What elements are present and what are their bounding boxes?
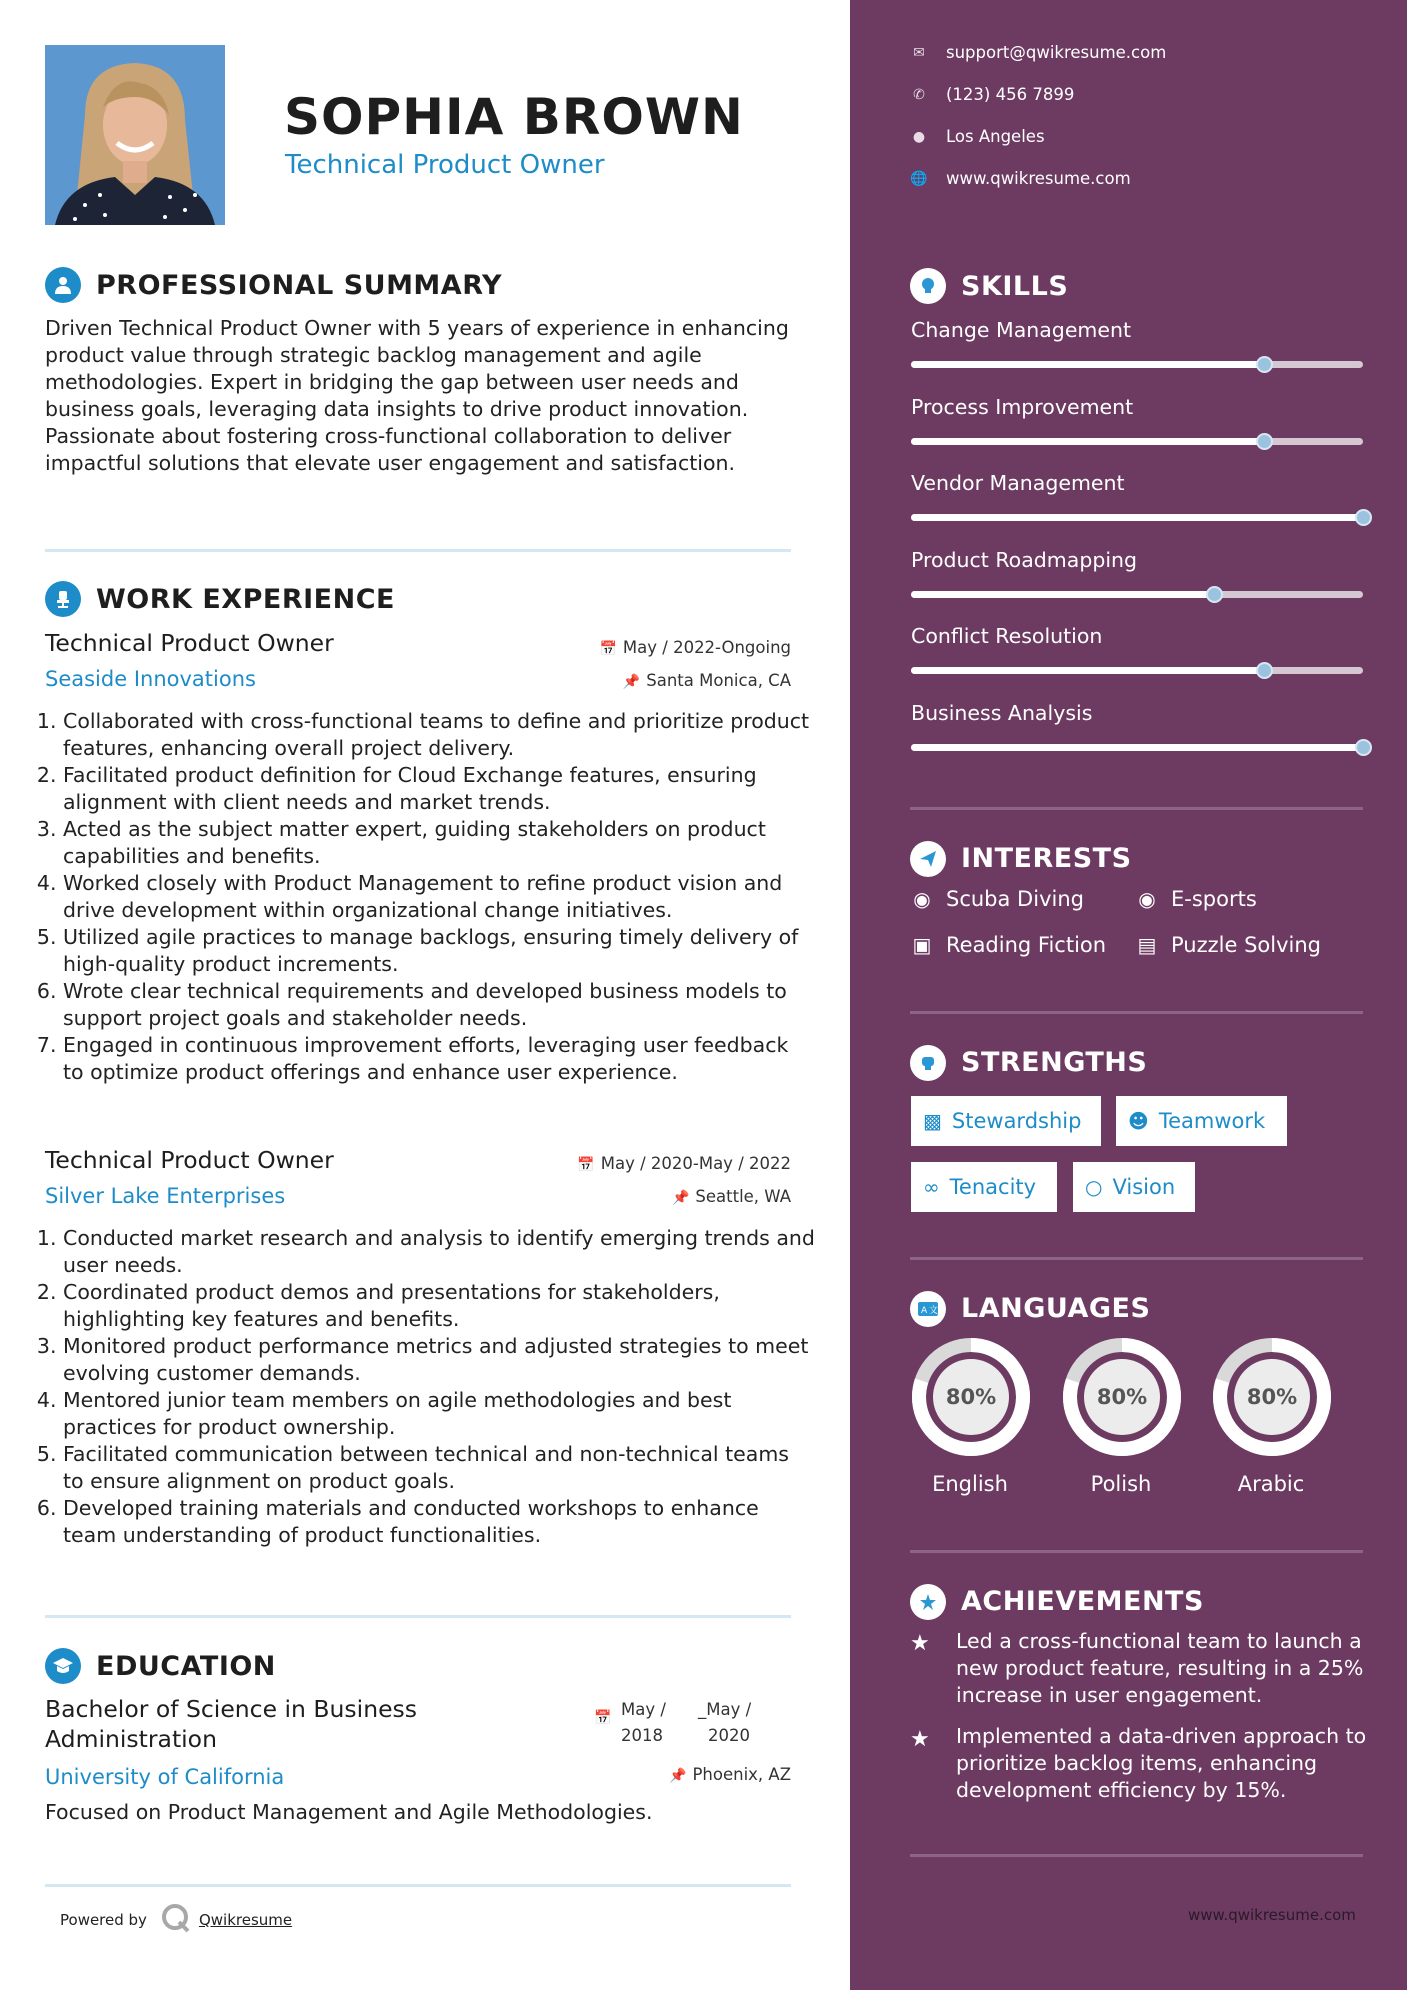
list-item: 6. Wrote clear technical requirements and developed business models to support project goals and stakeholder needs. bbox=[63, 978, 815, 1032]
list-item: 7. Engaged in continuous improvement efforts, leveraging user feedback to optimize product offerings and enhance user experience. bbox=[63, 1032, 815, 1086]
qwikresume-link[interactable]: Qwikresume bbox=[198, 1911, 293, 1929]
strength-chip bbox=[1116, 1096, 1287, 1146]
interest-label: Puzzle Solving bbox=[1171, 933, 1321, 957]
skill-bar-fill bbox=[911, 591, 1214, 598]
language-ring bbox=[1061, 1336, 1183, 1462]
language-label: Arabic bbox=[1237, 1472, 1305, 1496]
interest-item bbox=[910, 887, 1084, 911]
list-item: 1. Collaborated with cross-functional teams to define and prioritize product features, enhancing overall project delivery. bbox=[63, 708, 815, 762]
skill-label: Product Roadmapping bbox=[911, 547, 1138, 572]
footer-site[interactable]: www.qwikresume.com bbox=[1188, 1906, 1356, 1924]
calendar-icon: 📅 bbox=[599, 641, 617, 657]
skill-label: Change Management bbox=[911, 318, 1132, 342]
lightbulb-icon bbox=[910, 268, 946, 304]
job-date bbox=[540, 1154, 791, 1173]
section-divider bbox=[45, 1884, 791, 1887]
summary-heading: PROFESSIONAL SUMMARY bbox=[96, 270, 503, 301]
skill-bar bbox=[911, 361, 1363, 368]
job-company: Seaside Innovations bbox=[45, 667, 256, 691]
language-label: Polish bbox=[1090, 1472, 1152, 1496]
school-name: University of California bbox=[45, 1765, 285, 1789]
edu-location-text: Phoenix, AZ bbox=[692, 1765, 791, 1784]
skill-bar-fill bbox=[911, 361, 1264, 368]
book-icon: ▤ bbox=[1137, 933, 1157, 957]
skill-bar-knob bbox=[1355, 739, 1372, 756]
experience-heading: WORK EXPERIENCE bbox=[96, 584, 395, 615]
job-title: Technical Product Owner bbox=[45, 1146, 334, 1174]
job-bullets bbox=[45, 1225, 815, 1549]
list-item: 6. Developed training materials and conducted workshops to enhance team understanding of product functionalities. bbox=[63, 1495, 815, 1549]
interest-item bbox=[1135, 933, 1321, 957]
degree-line-2: Administration bbox=[45, 1725, 217, 1753]
star-badge-icon bbox=[910, 1584, 946, 1620]
star-icon: ★ bbox=[910, 1631, 930, 1656]
achievements-heading: ACHIEVEMENTS bbox=[961, 1586, 1204, 1617]
strength-chip bbox=[1073, 1162, 1195, 1212]
language-ring bbox=[910, 1336, 1032, 1462]
contact-phone-text: (123) 456 7899 bbox=[946, 85, 1075, 104]
edu-date-start-1: May / bbox=[621, 1700, 666, 1719]
contact-website[interactable] bbox=[910, 169, 1131, 188]
profile-photo bbox=[45, 45, 225, 225]
strengths-heading: STRENGTHS bbox=[961, 1047, 1148, 1078]
skill-label: Vendor Management bbox=[911, 471, 1125, 495]
skill-bar bbox=[911, 744, 1363, 751]
edu-date-end-2: 2020 bbox=[708, 1726, 750, 1745]
strength-chip bbox=[911, 1096, 1101, 1146]
edu-date-end bbox=[698, 1697, 751, 1749]
footer-powered bbox=[60, 1903, 292, 1937]
languages-heading: LANGUAGES bbox=[961, 1293, 1151, 1324]
list-item: 2. Coordinated product demos and presentations for stakeholders, highlighting key features and benefits. bbox=[63, 1279, 815, 1333]
achievement-item: Implemented a data-driven approach to prioritize backlog items, enhancing development efficiency by 15%. bbox=[956, 1724, 1367, 1802]
skill-label: Conflict Resolution bbox=[911, 624, 1103, 648]
strength-label: Teamwork bbox=[1158, 1109, 1266, 1133]
paper-plane-icon bbox=[910, 841, 946, 877]
contact-email[interactable] bbox=[910, 43, 1166, 62]
qwikresume-logo-icon bbox=[161, 1903, 191, 1937]
language-ring bbox=[1211, 1336, 1333, 1462]
interest-label: Scuba Diving bbox=[946, 887, 1084, 911]
job-date bbox=[560, 638, 791, 657]
list-item: 1. Conducted market research and analysis to identify emerging trends and user needs. bbox=[63, 1225, 815, 1279]
calendar-icon: 📅 bbox=[577, 1157, 595, 1173]
skill-bar-fill bbox=[911, 667, 1264, 674]
pin-icon: 📌 bbox=[669, 1768, 687, 1784]
section-divider bbox=[910, 1257, 1363, 1260]
skill-bar bbox=[911, 438, 1363, 445]
skill-bar-knob bbox=[1256, 433, 1273, 450]
skill-bar-fill bbox=[911, 744, 1363, 751]
edu-date-start-2: 2018 bbox=[621, 1726, 663, 1745]
candidate-role: Technical Product Owner bbox=[285, 150, 605, 180]
link-icon: ∞ bbox=[923, 1175, 940, 1199]
skill-bar-knob bbox=[1256, 356, 1273, 373]
pin-icon: 📌 bbox=[671, 1190, 690, 1206]
job-title: Technical Product Owner bbox=[45, 629, 334, 657]
powered-by-text: Powered by bbox=[60, 1911, 147, 1929]
users-icon: ☻ bbox=[1128, 1109, 1149, 1133]
list-item: 5. Utilized agile practices to manage backlogs, ensuring timely delivery of high-quality product increments. bbox=[63, 924, 815, 978]
job-location bbox=[560, 671, 791, 690]
job-location bbox=[560, 1187, 791, 1206]
language-label: English bbox=[932, 1472, 1008, 1496]
job-bullets bbox=[45, 708, 815, 1086]
phone-icon: ✆ bbox=[913, 86, 925, 103]
list-item: 4. Worked closely with Product Management to refine product vision and drive development within organizational change initiatives. bbox=[63, 870, 815, 924]
skills-heading: SKILLS bbox=[961, 271, 1069, 302]
list-item: 2. Facilitated product definition for Cloud Exchange features, ensuring alignment with client needs and market trends. bbox=[63, 762, 815, 816]
strength-chip bbox=[911, 1162, 1057, 1212]
gamepad-icon: ▣ bbox=[912, 933, 932, 957]
contact-location-text: Los Angeles bbox=[946, 127, 1045, 146]
job-date-text: May / 2020-May / 2022 bbox=[600, 1154, 791, 1173]
skill-bar-knob bbox=[1355, 509, 1372, 526]
globe-icon: 🌐 bbox=[910, 170, 928, 187]
job-date-text: May / 2022-Ongoing bbox=[622, 638, 791, 657]
job-location-text: Santa Monica, CA bbox=[646, 671, 791, 690]
strength-label: Vision bbox=[1112, 1175, 1176, 1199]
contact-website-text: www.qwikresume.com bbox=[946, 169, 1131, 188]
language-percent: 80% bbox=[945, 1385, 997, 1409]
skill-bar-knob bbox=[1256, 662, 1273, 679]
user-icon bbox=[45, 267, 81, 303]
skill-bar-fill bbox=[911, 514, 1363, 521]
life-ring-icon: ◉ bbox=[1138, 887, 1156, 911]
interest-item bbox=[910, 933, 1106, 957]
achievement-item: Led a cross-functional team to launch a new product feature, resulting in a 25% increase in user engagement. bbox=[956, 1629, 1364, 1707]
interests-heading: INTERESTS bbox=[961, 843, 1132, 874]
contact-location bbox=[910, 127, 1045, 146]
list-item: 5. Facilitated communication between technical and non-technical teams to ensure alignment on product goals. bbox=[63, 1441, 815, 1495]
language-percent: 80% bbox=[1246, 1385, 1298, 1409]
skill-label: Process Improvement bbox=[911, 394, 1134, 419]
skill-bar-knob bbox=[1206, 586, 1223, 603]
pin-icon: 📌 bbox=[622, 674, 641, 690]
contact-email-text: support@qwikresume.com bbox=[946, 43, 1167, 62]
section-divider bbox=[910, 1550, 1363, 1553]
skill-label: Business Analysis bbox=[911, 700, 1093, 725]
star-icon: ★ bbox=[910, 1727, 930, 1752]
interest-label: Reading Fiction bbox=[946, 933, 1107, 957]
education-note: Focused on Product Management and Agile Methodologies. bbox=[45, 1800, 653, 1824]
interest-item bbox=[1135, 887, 1257, 911]
skill-bar-fill bbox=[911, 438, 1264, 445]
strength-label: Tenacity bbox=[949, 1175, 1037, 1199]
briefcase-icon: ▩ bbox=[923, 1109, 942, 1133]
svg-text:A: A bbox=[921, 1306, 928, 1316]
education-heading: EDUCATION bbox=[96, 1651, 276, 1682]
strength-label: Stewardship bbox=[951, 1109, 1082, 1133]
list-item: 4. Mentored junior team members on agile methodologies and best practices for product ownership. bbox=[63, 1387, 815, 1441]
envelope-icon: ✉ bbox=[913, 44, 925, 61]
fist-icon bbox=[910, 1045, 946, 1081]
section-divider bbox=[45, 549, 791, 552]
candidate-name: SOPHIA BROWN bbox=[284, 88, 744, 146]
list-item: 3. Acted as the subject matter expert, guiding stakeholders on product capabilities and benefits. bbox=[63, 816, 815, 870]
edu-date-start bbox=[621, 1697, 666, 1749]
skill-bar bbox=[911, 591, 1363, 598]
calendar-icon: 📅 bbox=[594, 1710, 612, 1726]
chair-icon bbox=[45, 581, 81, 617]
list-item: 3. Monitored product performance metrics and adjusted strategies to meet evolving customer demands. bbox=[63, 1333, 815, 1387]
life-ring-icon: ◉ bbox=[913, 887, 931, 911]
job-company: Silver Lake Enterprises bbox=[45, 1184, 286, 1208]
graduation-cap-icon bbox=[45, 1648, 81, 1684]
translate-icon bbox=[910, 1291, 946, 1327]
skill-bar bbox=[911, 514, 1363, 521]
location-pin-icon: ● bbox=[912, 128, 926, 145]
summary-text: Driven Technical Product Owner with 5 years of experience in enhancing product value through strategic backlog management and agile methodologies. Expert in bridging the gap between user needs and business goals, leveraging data insights to drive product innovation. Passionate about fostering cross-functional collaboration to deliver impactful solutions that elevate user engagement and satisfaction. bbox=[45, 316, 789, 475]
section-divider bbox=[45, 1615, 791, 1618]
language-percent: 80% bbox=[1096, 1385, 1148, 1409]
binoculars-icon: ○ bbox=[1085, 1175, 1103, 1199]
section-divider bbox=[910, 1854, 1363, 1857]
job-location-text: Seattle, WA bbox=[695, 1187, 791, 1206]
edu-date-end-1: _May / bbox=[698, 1700, 752, 1719]
edu-location bbox=[560, 1765, 791, 1784]
interest-label: E-sports bbox=[1171, 887, 1257, 911]
contact-phone[interactable] bbox=[910, 85, 1074, 104]
svg-text:文: 文 bbox=[929, 1306, 939, 1316]
section-divider bbox=[910, 807, 1363, 810]
skill-bar bbox=[911, 667, 1363, 674]
degree-line-1: Bachelor of Science in Business bbox=[45, 1695, 418, 1723]
section-divider bbox=[910, 1011, 1363, 1014]
